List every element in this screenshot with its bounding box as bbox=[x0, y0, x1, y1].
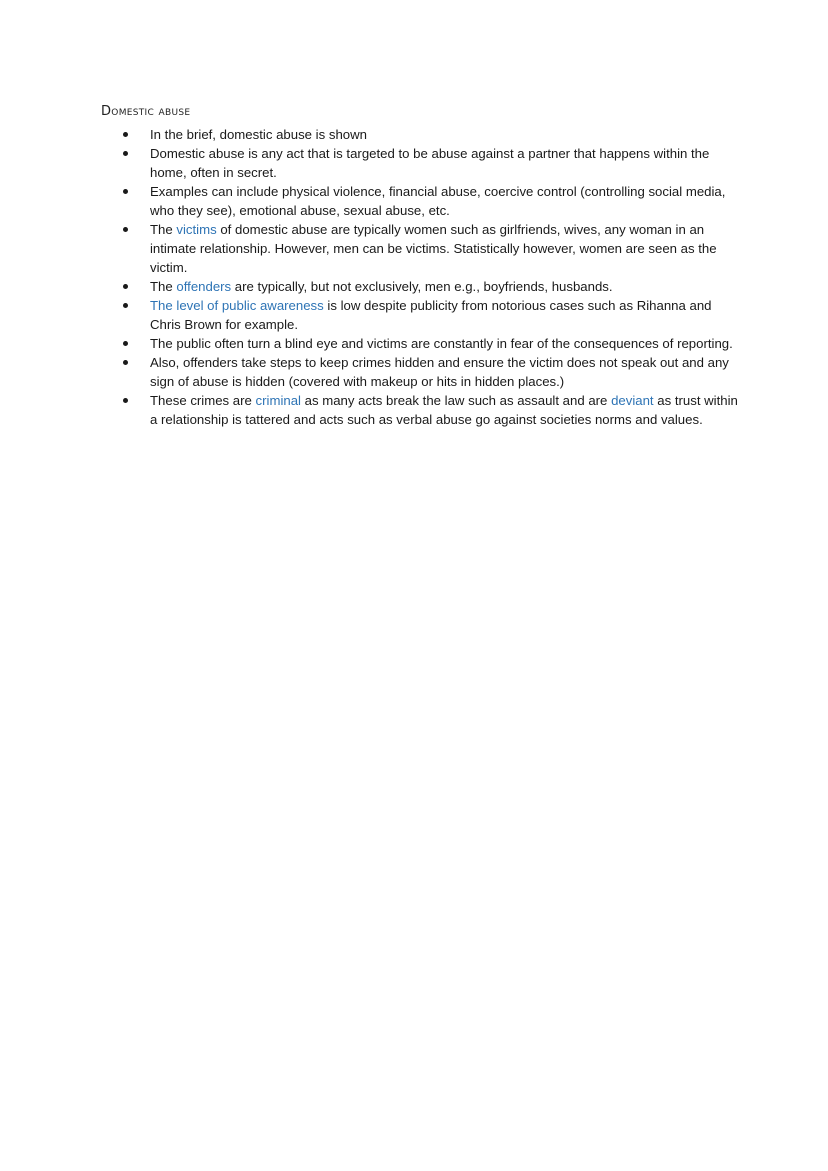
list-item bbox=[101, 391, 741, 429]
list-item bbox=[101, 125, 741, 144]
bullet-icon bbox=[123, 132, 128, 137]
highlight-term-victims: victims bbox=[176, 222, 217, 237]
bullet-icon bbox=[123, 398, 128, 403]
section-heading: Domestic abuse bbox=[101, 104, 191, 119]
list-item bbox=[101, 277, 741, 296]
bullet-icon bbox=[123, 360, 128, 365]
item-text-pre: These crimes are bbox=[150, 393, 256, 408]
bullet-list bbox=[101, 125, 741, 429]
bullet-icon bbox=[123, 151, 128, 156]
item-text: The public often turn a blind eye and victims are constantly in fear of the consequences of reporting. bbox=[150, 336, 733, 351]
list-item bbox=[101, 182, 741, 220]
bullet-icon bbox=[123, 303, 128, 308]
list-item bbox=[101, 144, 741, 182]
item-text-post: as trust within a relationship is tattered and acts such as verbal abuse go against societies norms and values. bbox=[150, 393, 738, 427]
item-text-post: are typically, but not exclusively, men e.g., boyfriends, husbands. bbox=[231, 279, 613, 294]
bullet-icon bbox=[123, 341, 128, 346]
item-text-pre: The bbox=[150, 222, 177, 237]
item-text: Examples can include physical violence, financial abuse, coercive control (controlling social media, who they see), emotional abuse, sexual abuse, etc. bbox=[150, 184, 726, 218]
highlight-term-offenders: offenders bbox=[176, 279, 232, 294]
item-text: Domestic abuse is any act that is targeted to be abuse against a partner that happens within the home, often in secret. bbox=[150, 146, 710, 180]
list-item bbox=[101, 220, 741, 277]
bullet-icon bbox=[123, 227, 128, 232]
bullet-icon bbox=[123, 284, 128, 289]
bullet-icon bbox=[123, 189, 128, 194]
item-text-post: is low despite publicity from notorious cases such as Rihanna and Chris Brown for example. bbox=[150, 298, 712, 332]
item-text-post: of domestic abuse are typically women such as girlfriends, wives, any woman in an intimate relationship. However, men can be victims. Statistically however, women are seen as the victim. bbox=[150, 222, 717, 275]
list-item bbox=[101, 353, 741, 391]
item-text: Also, offenders take steps to keep crimes hidden and ensure the victim does not speak out and any sign of abuse is hidden (covered with makeup or hits in hidden places.) bbox=[150, 355, 729, 389]
highlight-term-criminal: criminal bbox=[255, 393, 301, 408]
list-item bbox=[101, 296, 741, 334]
item-text-mid: as many acts break the law such as assault and are bbox=[300, 393, 612, 408]
highlight-term-deviant: deviant bbox=[611, 393, 654, 408]
highlight-term-public-awareness: The level of public awareness bbox=[150, 298, 324, 313]
list-item bbox=[101, 334, 741, 353]
item-text: In the brief, domestic abuse is shown bbox=[150, 127, 367, 142]
item-text-pre: The bbox=[150, 279, 177, 294]
